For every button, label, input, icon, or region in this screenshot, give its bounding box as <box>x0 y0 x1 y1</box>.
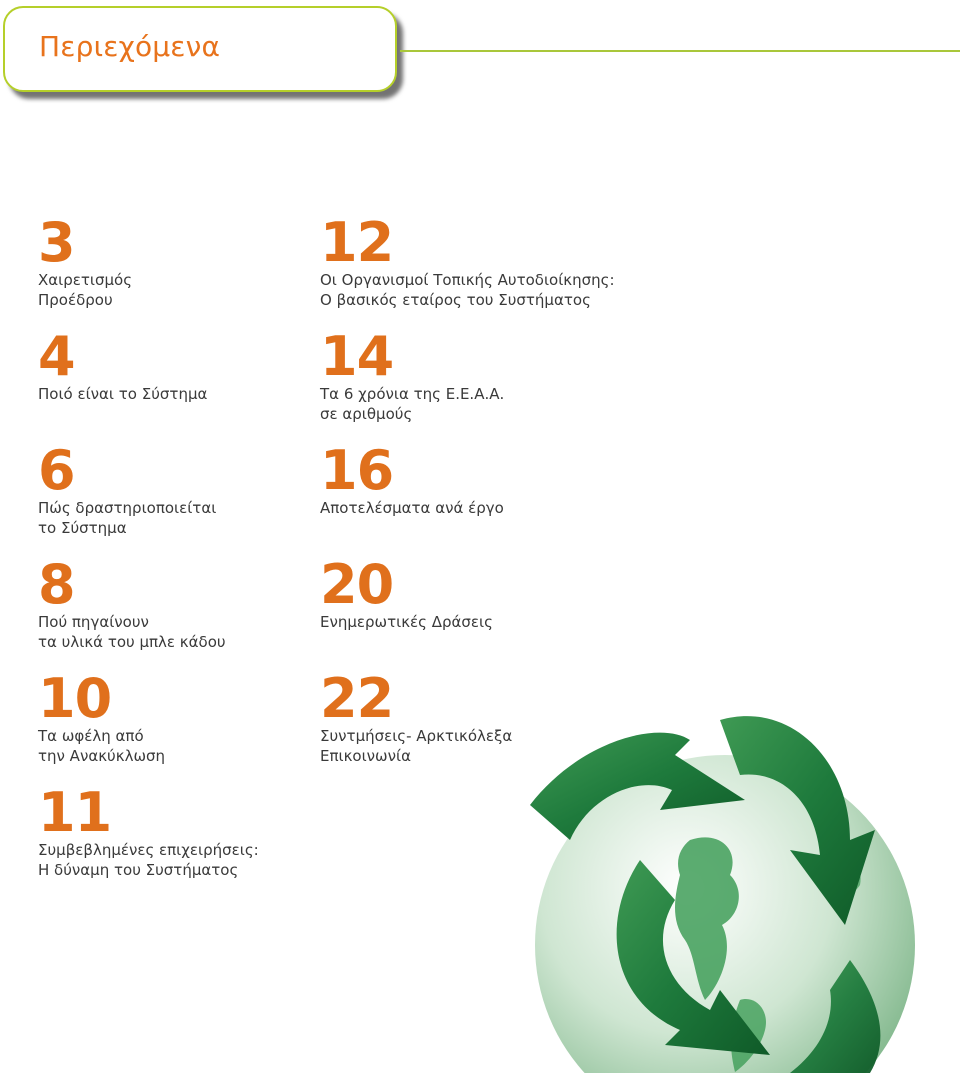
toc-entry-6[interactable] <box>38 439 217 538</box>
toc-page-number: 20 <box>320 553 394 616</box>
toc-entry-title: Πώς δραστηριοποιείται <box>38 499 217 517</box>
toc-entry-20[interactable] <box>320 553 493 632</box>
toc-entry-title: Συντμήσεις- Αρκτικόλεξα <box>320 727 513 745</box>
toc-entry-3[interactable] <box>38 211 133 310</box>
toc-entry-22[interactable] <box>320 667 513 766</box>
contents-title-box <box>3 6 397 92</box>
toc-entry-8[interactable] <box>38 553 226 652</box>
toc-entry-title: Η δύναμη του Συστήματος <box>38 861 239 879</box>
toc-entry-10[interactable] <box>38 667 166 766</box>
recycling-globe-icon <box>490 700 960 1073</box>
toc-page-number: 16 <box>320 439 394 502</box>
toc-entry-title: Ο βασικός εταίρος του Συστήματος <box>320 291 591 309</box>
toc-page-number: 22 <box>320 667 394 730</box>
toc-page-number: 11 <box>38 781 112 844</box>
toc-page-number: 14 <box>320 325 394 388</box>
page-title: Περιεχόμενα <box>39 30 221 63</box>
toc-entry-title: Προέδρου <box>38 291 113 309</box>
toc-page-number: 8 <box>38 553 75 616</box>
toc-entry-title: το Σύστημα <box>38 519 127 537</box>
toc-entry-title: Τα ωφέλη από <box>38 727 144 745</box>
toc-entry-12[interactable] <box>320 211 615 310</box>
toc-entry-title: Ενημερωτικές Δράσεις <box>320 613 493 631</box>
toc-page-number: 6 <box>38 439 75 502</box>
toc-entry-14[interactable] <box>320 325 505 424</box>
toc-entry-4[interactable] <box>38 325 208 404</box>
header-rule <box>400 50 960 52</box>
toc-page-number: 12 <box>320 211 394 274</box>
toc-entry-16[interactable] <box>320 439 504 518</box>
toc-entry-title: Ποιό είναι το Σύστημα <box>38 385 208 403</box>
toc-entry-title: Συμβεβλημένες επιχειρήσεις: <box>38 841 259 859</box>
toc-entry-title: Πού πηγαίνουν <box>38 613 149 631</box>
toc-page-number: 3 <box>38 211 75 274</box>
toc-entry-title: Χαιρετισμός <box>38 271 133 289</box>
toc-entry-title: τα υλικά του μπλε κάδου <box>38 633 226 651</box>
toc-page-number: 10 <box>38 667 112 730</box>
toc-entry-title: σε αριθμούς <box>320 405 413 423</box>
toc-page-number: 4 <box>38 325 75 388</box>
toc-entry-11[interactable] <box>38 781 259 880</box>
toc-entry-title: Αποτελέσματα ανά έργο <box>320 499 504 517</box>
toc-entry-title: Οι Οργανισμοί Τοπικής Αυτοδιοίκησης: <box>320 271 615 289</box>
toc-entry-title: Τα 6 χρόνια της Ε.Ε.Α.Α. <box>320 385 505 403</box>
toc-entry-title: Επικοινωνία <box>320 747 411 765</box>
toc-entry-title: την Ανακύκλωση <box>38 747 166 765</box>
